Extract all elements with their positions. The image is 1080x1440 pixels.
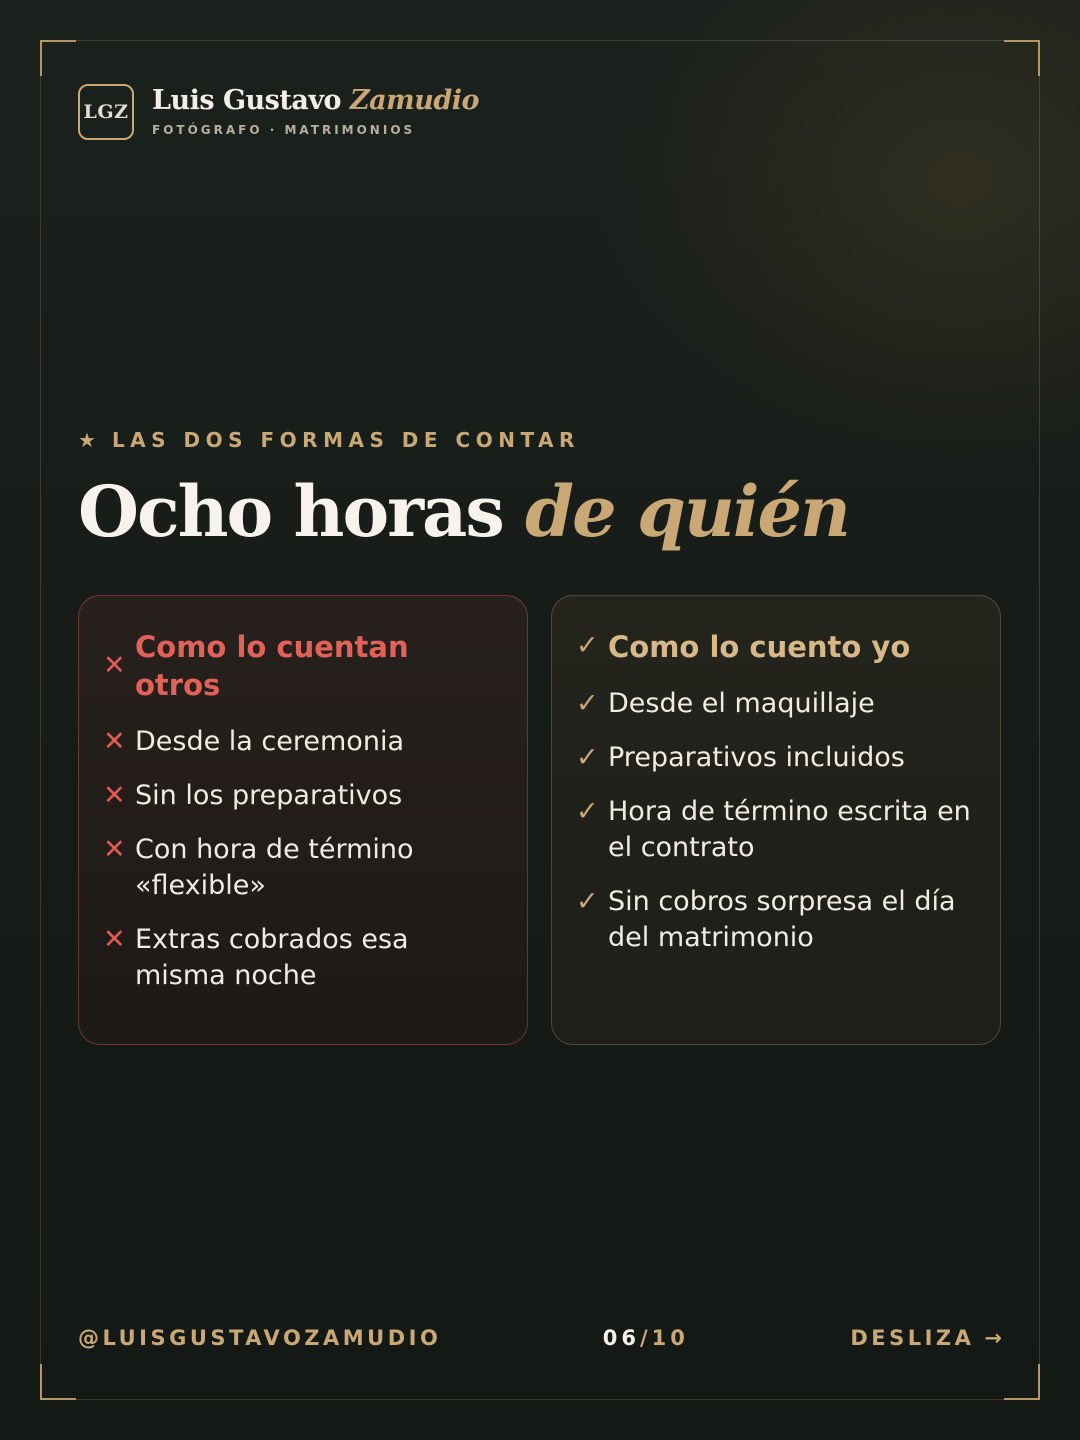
list-item-text: Sin cobros sorpresa el día del matrimonio [608,886,956,953]
list-item [103,778,503,814]
cross-icon: ✕ [103,650,126,681]
list-item [103,832,503,904]
card-heading [576,628,976,666]
list-item-text: Desde el maquillaje [608,688,875,719]
cross-icon: ✕ [103,834,126,865]
list-item [576,884,976,956]
list-item [103,922,503,994]
brand-tagline: FOTÓGRAFO · MATRIMONIOS [152,123,416,137]
cross-icon: ✕ [103,726,126,757]
card-others [78,595,528,1045]
title-main: Ocho horas [78,470,503,553]
corner-ornament-top-right [1004,40,1040,76]
list-item-text: Desde la ceremonia [135,726,404,757]
swipe-next-button[interactable] [850,1326,1002,1350]
brand-name-first: Luis Gustavo [152,85,342,116]
eyebrow [78,428,580,452]
check-icon: ✓ [576,742,599,773]
list-item-text: Preparativos incluidos [608,742,905,773]
check-icon: ✓ [576,886,599,917]
check-icon: ✓ [576,796,599,827]
list-item [103,724,503,760]
page-separator: / [639,1326,652,1350]
title-accent: de quién [525,470,849,553]
cross-icon: ✕ [103,780,126,811]
corner-ornament-top-left [40,40,76,76]
swipe-label: DESLIZA [850,1326,975,1350]
corner-ornament-bottom-right [1004,1364,1040,1400]
monogram-logo: LGZ [78,84,134,140]
page-total: 10 [651,1326,689,1350]
social-handle-link[interactable]: @LUISGUSTAVOZAMUDIO [78,1326,442,1350]
card-mine [551,595,1001,1045]
star-icon: ★ [78,428,96,452]
list-item-text: Con hora de término «flexible» [135,834,414,901]
check-icon: ✓ [576,688,599,719]
card-heading-text: Como lo cuentan otros [135,630,409,702]
page-counter [603,1326,689,1350]
brand-text [152,87,479,137]
arrow-right-icon: → [984,1326,1002,1350]
list-item-text: Hora de término escrita en el contrato [608,796,971,863]
list-item-text: Extras cobrados esa misma noche [135,924,409,991]
brand-name [152,87,479,114]
footer [78,1326,1002,1350]
brand-header [78,84,479,140]
check-icon: ✓ [576,630,599,661]
cross-icon: ✕ [103,924,126,955]
list-item [576,686,976,722]
card-heading [103,628,503,704]
list-item [576,794,976,866]
page-current: 06 [602,1326,640,1350]
corner-ornament-bottom-left [40,1364,76,1400]
brand-name-accent: Zamudio [349,85,479,116]
page-title [78,470,849,554]
list-item-text: Sin los preparativos [135,780,403,811]
list-item [576,740,976,776]
eyebrow-text: LAS DOS FORMAS DE CONTAR [111,428,580,452]
card-heading-text: Como lo cuento yo [608,630,911,664]
